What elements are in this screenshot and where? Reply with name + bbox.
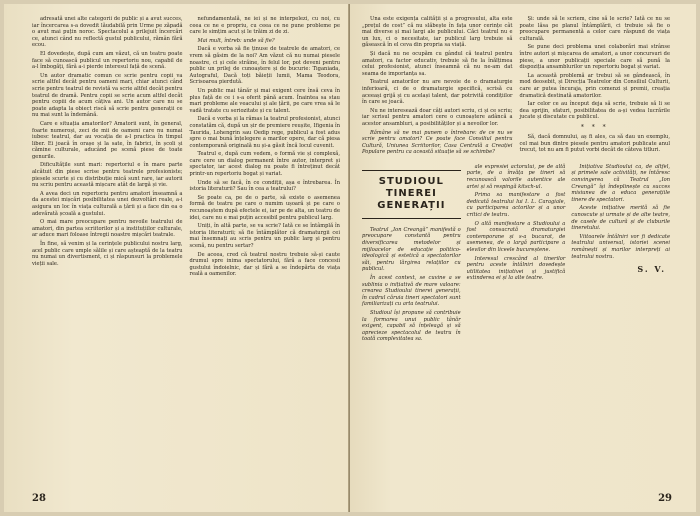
paragraph: adresată unei alte categorii de public și a avut succes, iar încercarea s-a dovedit lăudabilă prin Urme pe zăpadă o avut mai puțin noroc. Spectacolul a prilejuit încercări ce, atunci când nu reflectă gustul publicului, rămân fără ecou. bbox=[32, 16, 183, 49]
studio-column-1 bbox=[362, 164, 461, 345]
paragraph: Unde să se facă, în ce condiții, așa e întrebarea. În istoria literaturii? Sau în cea a teatrului? bbox=[189, 179, 340, 193]
paragraph: Inițiativa Studioului ca, de altfel, și primele sale activități, ne întăresc convingerea că Teatrul „Ion Creangă” își îndeplinește cu succes misiunea de a educa generațiile tinere de spectatori. bbox=[571, 163, 671, 203]
paragraph: Rămâne să ne mai punem o întrebare: de ce nu se scrie pentru amatori? Ce poate face Consiliul pentru Cultură, Uniunea Scriitorilor, Casa Centrală a Creației Populare pentru ca această situație să se schimbe? bbox=[362, 129, 513, 156]
paragraph: Un autor dramatic comun ce scrie pentru copii va scrie altfel decât pentru oameni mari, chiar atunci când scrie pentru teatrul de revistă va scrie altfel decât pentru teatrul de dramă. Pentru copii se scrie acum altfel decât pentru copiii de acum câțiva ani. Un autor care nu se poate adapta la obiect riscă să scrie pentru generații ce nu mai sunt la îndemână. bbox=[32, 72, 183, 119]
paragraph: Mai mult, întreb: unde să fie? bbox=[197, 37, 275, 44]
magazine-spread bbox=[4, 4, 696, 512]
paragraph: Prima sa manifestare a fost dedicată teatrului lui I. L. Caragiale, cu participarea actorilor și a unor critici de teatru. bbox=[466, 192, 566, 219]
paragraph: Nu ne interesează doar câți autori scriu, ci și ce scriu; iar scrisul pentru amatori cere o cunoaștere adâncă a acestor ansambluri, a posibilităților și a nevoilor lor. bbox=[362, 107, 513, 127]
paragraph: O altă manifestare a Studioului a fost consacrată dramaturgiei contemporane și s-a bucurat, de asemenea, de o largă participare a elevilor din liceele bucureștene. bbox=[466, 220, 566, 253]
left-column-1 bbox=[32, 16, 183, 280]
left-page-columns bbox=[32, 16, 340, 280]
page-number-right: 29 bbox=[658, 493, 672, 504]
paragraph: Teatrul e, după cum vedem, o formă vie și complexă, care cere un dialog permanent între autor, interpret și spectator, iar acest dialog nu poate fi întreținut decât printr-un repertoriu bogat și variat. bbox=[189, 151, 340, 178]
paragraph: Un public mai tânăr și mai exigent cere însă ceva în plus față de ce i s-a oferit până acum. Înaintea sa stau mari probleme ale veacului și ale țării, pe care vrea să le vadă tratate cu seriozitate și cu talent. bbox=[189, 87, 340, 114]
paragraph: Se poate ca, pe de o parte, să existe o asemenea formă de teatru pe care o numim ușoară și pe care o recunoaștem după efectele ei, iar pe de alta, un teatru de idei, care nu e mai puțin accesibil pentru publicul larg. bbox=[189, 194, 340, 221]
paragraph: Viitoarele întâlniri vor fi dedicate teatrului universal, istoriei scenei românești și marilor interpreți ai teatrului nostru. bbox=[571, 233, 671, 260]
paragraph: Dacă e vorba și la rămas la teatrul profesionist, atunci constatăm că, după un șir de premiere reușite, Ifigenia în Taurida, Lohengrin sau Oedip rege, publicul a fost adus spre o mai bună înțelegere a marilor opere, dar că piesa contemporană originală nu și-a găsit încă locul cuvenit. bbox=[189, 116, 340, 149]
paragraph: Iar celor ce au început deja să scrie, trebuie să li se dea sprijin, sfaturi, posibilitatea de a-și vedea lucrările jucate și discutate cu publicul. bbox=[519, 101, 670, 121]
paragraph: Dificultățile sunt mari: repertoriul e în mare parte alcătuit din piese scrise pentru teatrele profesioniste; piesele scurte și cu distribuție mică sunt rare, iar autorii nu scriu pentru această mișcare atât de largă și vie. bbox=[32, 162, 183, 189]
paragraph: De aceea, cred că teatrul nostru trebuie să-și caute drumul spre inima spectatorului, fără a face concesii gustului îndoielnic, dar și fără a se îndepărta de viața reală a oamenilor. bbox=[189, 251, 340, 278]
studio-column-3 bbox=[571, 164, 670, 345]
paragraph: Și dacă nu ne ocupăm cu gândul că teatrul pentru amatori, ca factor educativ, trebuie să fie la înălțimea celui profesionist, atunci înseamnă că nu ne-am dat seama de importanța sa. bbox=[362, 50, 513, 77]
paragraph: Una este exigența calității și a progresului, alta este „prețul de cost” că nu slăbește în fața unor cerințe cât mai diverse și mai largi ale publicului. Căci teatrul nu e un lux, ci o necesitate, iar publicul larg trebuie să găsească în el ceva din propria sa viață. bbox=[362, 16, 513, 49]
left-page bbox=[4, 4, 350, 512]
paragraph: Teatrul „Ion Creangă” manifestă o preocupare constantă pentru diversificarea metodelor și mijloacelor de educație politico-ideologică și estetică a spectatorilor săi, pentru lărgirea relațiilor cu publicul. bbox=[362, 226, 461, 273]
paragraph: nefundamentală, ne iei și ne interpelezi, cu noi, cu ceea ce ne e propriu, cu ceea ce ne pune probleme pe care le simțim acut și le trăim zi de zi. bbox=[189, 16, 340, 36]
right-column-1 bbox=[362, 16, 513, 158]
paragraph: Care e situația amatorilor? Amatorii sunt, în general, foarte numeroși, zeci de mii de oameni care nu numai iubesc teatrul, dar au vocația de a-l practica în timpul liber. Ei joacă în orașe și la sate, în fabrici, în școli și cămine culturale, aducând pe scenă piese de toate genurile. bbox=[32, 120, 183, 160]
paragraph: Să, dacă domnului, aș fi ales, ca să dau un exemplu, cel mai bun dintre piesele pentru amatori publicate anul trecut, tot nu am fi putut vorbi decât de câteva titluri. bbox=[519, 133, 670, 154]
paragraph: Aceste inițiative merită să fie cunoscute și urmate și de alte teatre, de casele de cultură și de cluburile tineretului. bbox=[571, 205, 671, 232]
paragraph: Și: unde să le scriem, cine să le scrie? Iată ce nu se poate lăsa pe planul întâmplării, ci trebuie să fie o preocupare permanentă a celor care răspund de viața culturală. bbox=[519, 16, 670, 42]
paragraph: Teatrul amatorilor nu are nevoie de o dramaturgie inferioară, ci de o dramaturgie specifică, scrisă cu aceeași grijă și cu același talent, dar potrivită condițiilor în care se joacă. bbox=[362, 79, 513, 106]
right-page bbox=[350, 4, 696, 512]
paragraph: A avea deci un repertoriu pentru amatori înseamnă a da acestei mișcări posibilitatea unei dezvoltări reale, a-i asigura un loc în viața culturală a țării și a face din ea o adevărată școală a gustului. bbox=[32, 190, 183, 217]
page-number-left: 28 bbox=[32, 493, 46, 504]
studio-article bbox=[362, 164, 670, 345]
article-headline bbox=[362, 170, 461, 219]
paragraph: Se pune deci problema unei colaborări mai strânse între autori și mișcarea de amatori, a unor concursuri de piese, a unor publicații speciale care să pună la dispoziția ansamblurilor un repertoriu bogat și variat. bbox=[519, 44, 670, 71]
headline-line-2: TINEREI bbox=[385, 187, 437, 199]
paragraph: La această problemă ar trebui să se gândească, în mod deosebit, și Direcția Teatrelor din Consiliul Culturii, care ar putea încuraja, prin comenzi și premii, creația dramatică destinată amatorilor. bbox=[519, 72, 670, 99]
author-signature: S. V. bbox=[637, 264, 667, 275]
paragraph: În acest context, se cuvine a se sublinia o inițiativă de mare valoare: crearea Studioului tinerei generații, în cadrul căruia tineri spectatori sunt familiarizați cu arta teatrului. bbox=[362, 275, 461, 308]
paragraph: ale expresiei actorului, pe de altă parte, de a învăța pe tineri să recunoască valorile autentice ale artei și să respingă kitsch-ul. bbox=[466, 163, 566, 190]
right-page-columns bbox=[362, 16, 670, 158]
headline-line-1: STUDIOUL bbox=[378, 175, 444, 187]
paragraph: În fine, să venim și la cerințele publicului nostru larg, acel public care umple sălile și care așteaptă de la teatru nu numai un divertisment, ci și răspunsuri la problemele vieții sale. bbox=[32, 241, 183, 267]
left-column-2 bbox=[190, 16, 341, 280]
paragraph: El dovedește, după cum am văzut, că un teatru poate face să cunoască publicul un repertoriu nou, capabil de a-l îmbogăți, fără a-i pierde interesul față de scenă. bbox=[32, 50, 183, 71]
right-column-2 bbox=[520, 16, 671, 158]
studio-column-2 bbox=[467, 164, 566, 345]
headline-line-3: GENERAȚII bbox=[377, 199, 446, 211]
section-separator: * * * bbox=[580, 123, 609, 131]
paragraph: Dacă e vorba să fie ținuse de teatrele de amatori, ce vrem să găsim de la noi? Am văzut că nu numai piesele noastre, ci și cele străine, în felul lor, pot deveni pentru public un prilej de cunoaștere și de bucurie: Tiganiada, Autograful, Dacă toți băieții lumii, Mama Teodora, Scrisoarea pierdută. bbox=[189, 46, 340, 86]
paragraph: Uniți, în altă parte, se va scrie? Iată ce se întâmplă în istoria literaturii; să fie întâmplător că dramaturgii cei mai însemnați au scris pentru un public larg și pentru scenă, nu pentru sertar? bbox=[189, 223, 340, 249]
paragraph: O mai mare preocupare pentru nevoile teatrului de amatori, din partea scriitorilor și a instituțiilor culturale, ar aduce mari foloase întregii noastre mișcări teatrale. bbox=[32, 219, 183, 239]
paragraph: Interesul crescând al tinerilor pentru aceste întâlniri dovedește utilitatea inițiativei și justifică extinderea ei și la alte teatre. bbox=[466, 255, 566, 282]
paragraph: Studioul își propune să contribuie la formarea unui public tânăr exigent, capabil să înțeleagă și să aprecieze spectacolul de teatru în toată complexitatea sa. bbox=[362, 310, 461, 343]
